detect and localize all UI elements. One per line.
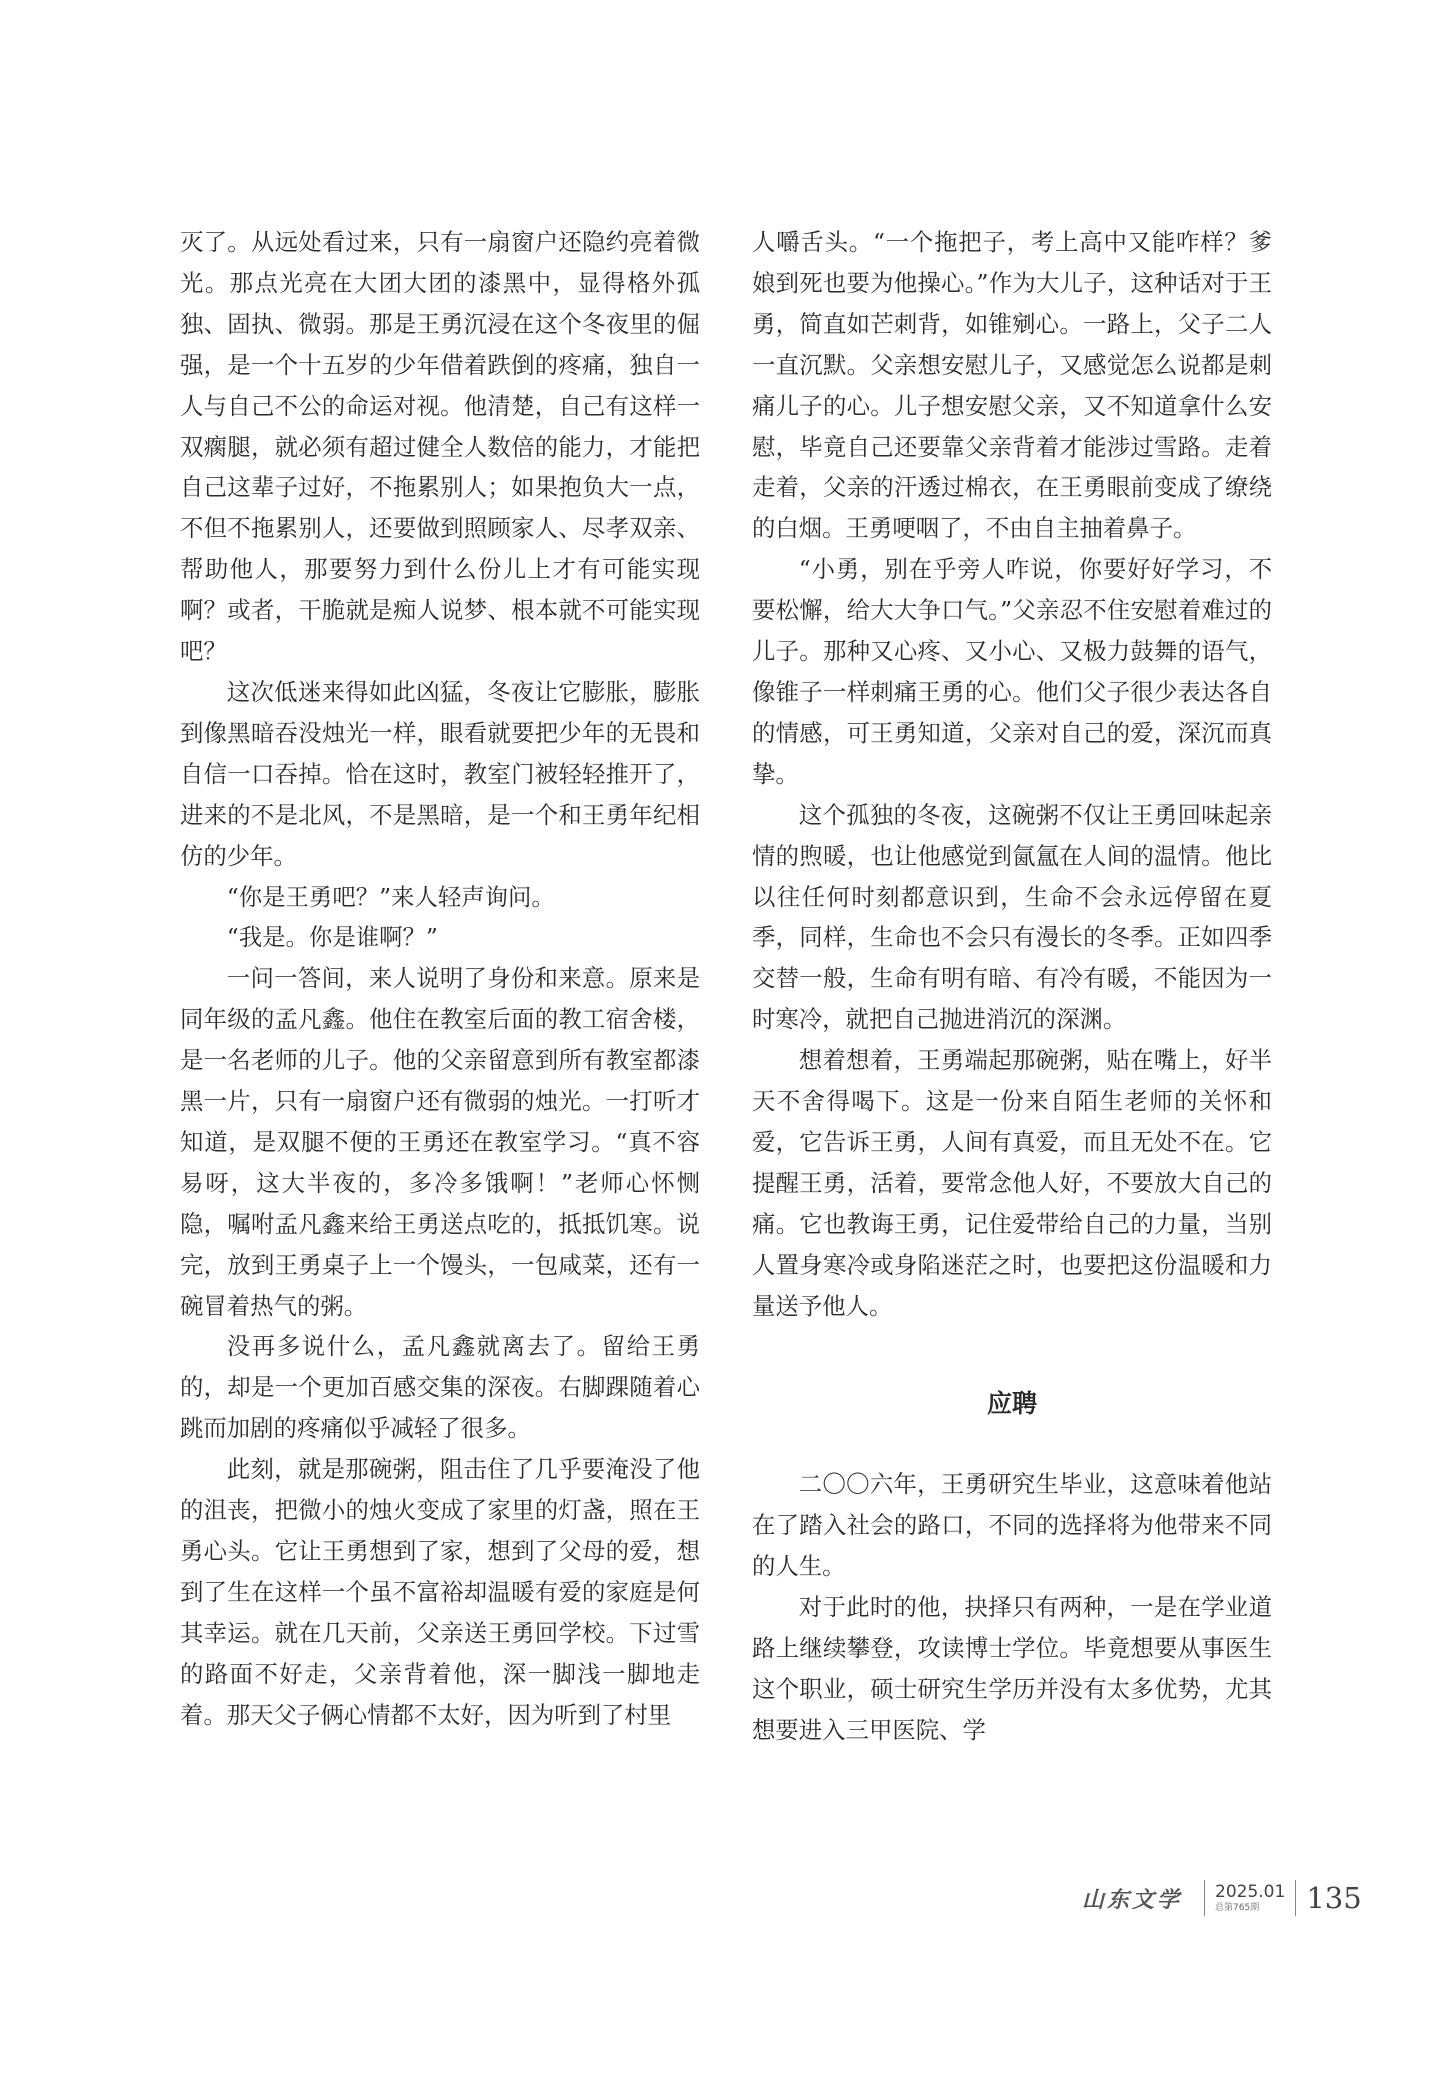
paragraph: 这次低迷来得如此凶猛，冬夜让它膨胀，膨胀到像黑暗吞没烛光一样，眼看就要把少年的无畏和自信一口吞掉。恰在这时，教室门被轻轻推开了，进来的不是北风，不是黑暗，是一个和王勇年纪相仿的少年。 — [180, 677, 700, 870]
footer-divider — [1295, 1880, 1296, 1916]
section-paragraphs — [752, 1464, 1272, 1750]
footer-divider — [1204, 1880, 1205, 1916]
left-column — [180, 222, 700, 1736]
paragraph: 灭了。从远处看过来，只有一扇窗户还隐约亮着微光。那点光亮在大团大团的漆黑中，显得格外孤独、固执、微弱。那是王勇沉浸在这个冬夜里的倔强，是一个十五岁的少年借着跌倒的疼痛，独自一人与自己不公的命运对视。他清楚，自己有这样一双瘸腿，就必须有超过健全人数倍的能力，才能把自己这辈子过好，不拖累别人；如果抱负大一点，不但不拖累别人，还要做到照顾家人、尽孝双亲、帮助他人，那要努力到什么份儿上才有可能实现啊？或者，干脆就是痴人说梦、根本就不可能实现吧？ — [180, 228, 700, 666]
issue-date: 2025.01 — [1215, 1881, 1286, 1902]
paragraph: “小勇，别在乎旁人咋说，你要好好学习，不要松懈，给大大争口气。”父亲忍不住安慰着难过的儿子。那种又心疼、又小心、又极力鼓舞的语气，像锥子一样刺痛王勇的心。他们父子很少表达各自的情感，可王勇知道，父亲对自己的爱，深沉而真挚。 — [752, 555, 1272, 788]
magazine-logo: 山东文学 — [1082, 1886, 1183, 1913]
paragraph: “我是。你是谁啊？” — [226, 923, 438, 952]
paragraph: 对于此时的他，抉择只有两种，一是在学业道路上继续攀登，攻读博士学位。毕竟想要从事医生这个职业，硕士研究生学历并没有太多优势，尤其想要进入三甲医院、学 — [752, 1593, 1272, 1744]
issue-info — [1215, 1881, 1286, 1913]
right-column — [752, 222, 1272, 1751]
page-number: 135 — [1306, 1881, 1362, 1915]
section-title: 应聘 — [986, 1389, 1037, 1419]
paragraph: 这个孤独的冬夜，这碗粥不仅让王勇回味起亲情的煦暖，也让他感觉到氤氲在人间的温情。他比以往任何时刻都意识到，生命不会永远停留在夏季，同样，生命也不会只有漫长的冬季。正如四季交替一般，生命有明有暗、有冷有暖，不能因为一时寒冷，就把自己抛进消沉的深渊。 — [752, 800, 1272, 1034]
paragraph: 一问一答间，来人说明了身份和来意。原来是同年级的孟凡鑫。他住在教室后面的教工宿舍楼，是一名老师的儿子。他的父亲留意到所有教室都漆黑一片，只有一扇窗户还有微弱的烛光。一打听才知道，是双腿不便的王勇还在教室学习。“真不容易呀，这大半夜的，多冷多饿啊！”老师心怀恻隐，嘱咐孟凡鑫来给王勇送点吃的，抵抵饥寒。说完，放到王勇桌子上一个馒头，一包咸菜，还有一碗冒着热气的粥。 — [180, 964, 700, 1320]
paragraph: “你是王勇吧？”来人轻声询问。 — [226, 882, 555, 911]
paragraph: 想着想着，王勇端起那碗粥，贴在嘴上，好半天不舍得喝下。这是一份来自陌生老师的关怀和爱，它告诉王勇，人间有真爱，而且无处不在。它提醒王勇，活着，要常念他人好，不要放大自己的痛。它也教诲王勇，记住爱带给自己的力量，当别人置身寒冷或身陷迷茫之时，也要把这份温暖和力量送予他人。 — [752, 1046, 1272, 1320]
paragraph: 人嚼舌头。“一个拖把子，考上高中又能咋样？爹娘到死也要为他操心。”作为大儿子，这种话对于王勇，简直如芒刺背，如锥剜心。一路上，父子二人一直沉默。父亲想安慰儿子，又感觉怎么说都是刺痛儿子的心。儿子想安慰父亲，又不知道拿什么安慰，毕竟自己还要靠父亲背着才能涉过雪路。走着走着，父亲的汗透过棉衣，在王勇眼前变成了缭绕的白烟。王勇哽咽了，不由自主抽着鼻子。 — [752, 228, 1272, 543]
paragraph: 此刻，就是那碗粥，阻击住了几乎要淹没了他的沮丧，把微小的烛火变成了家里的灯盏，照在王勇心头。它让王勇想到了家，想到了父母的爱，想到了生在这样一个虽不富裕却温暖有爱的家庭是何其幸运。就在几天前，父亲送王勇回学校。下过雪的路面不好走，父亲背着他，深一脚浅一脚地走着。那天父子俩心情都不太好，因为听到了村里 — [180, 1455, 700, 1729]
issue-number: 总第765期 — [1215, 1902, 1260, 1913]
paragraph: 二〇〇六年，王勇研究生毕业，这意味着他站在了踏入社会的路口，不同的选择将为他带来不同的人生。 — [752, 1470, 1272, 1581]
right-column-paragraphs — [752, 222, 1272, 1326]
paragraph: 没再多说什么，孟凡鑫就离去了。留给王勇的，却是一个更加百感交集的深夜。右脚踝随着心跳而加剧的疼痛似乎减轻了很多。 — [180, 1332, 700, 1443]
page-footer — [1082, 1876, 1362, 1920]
